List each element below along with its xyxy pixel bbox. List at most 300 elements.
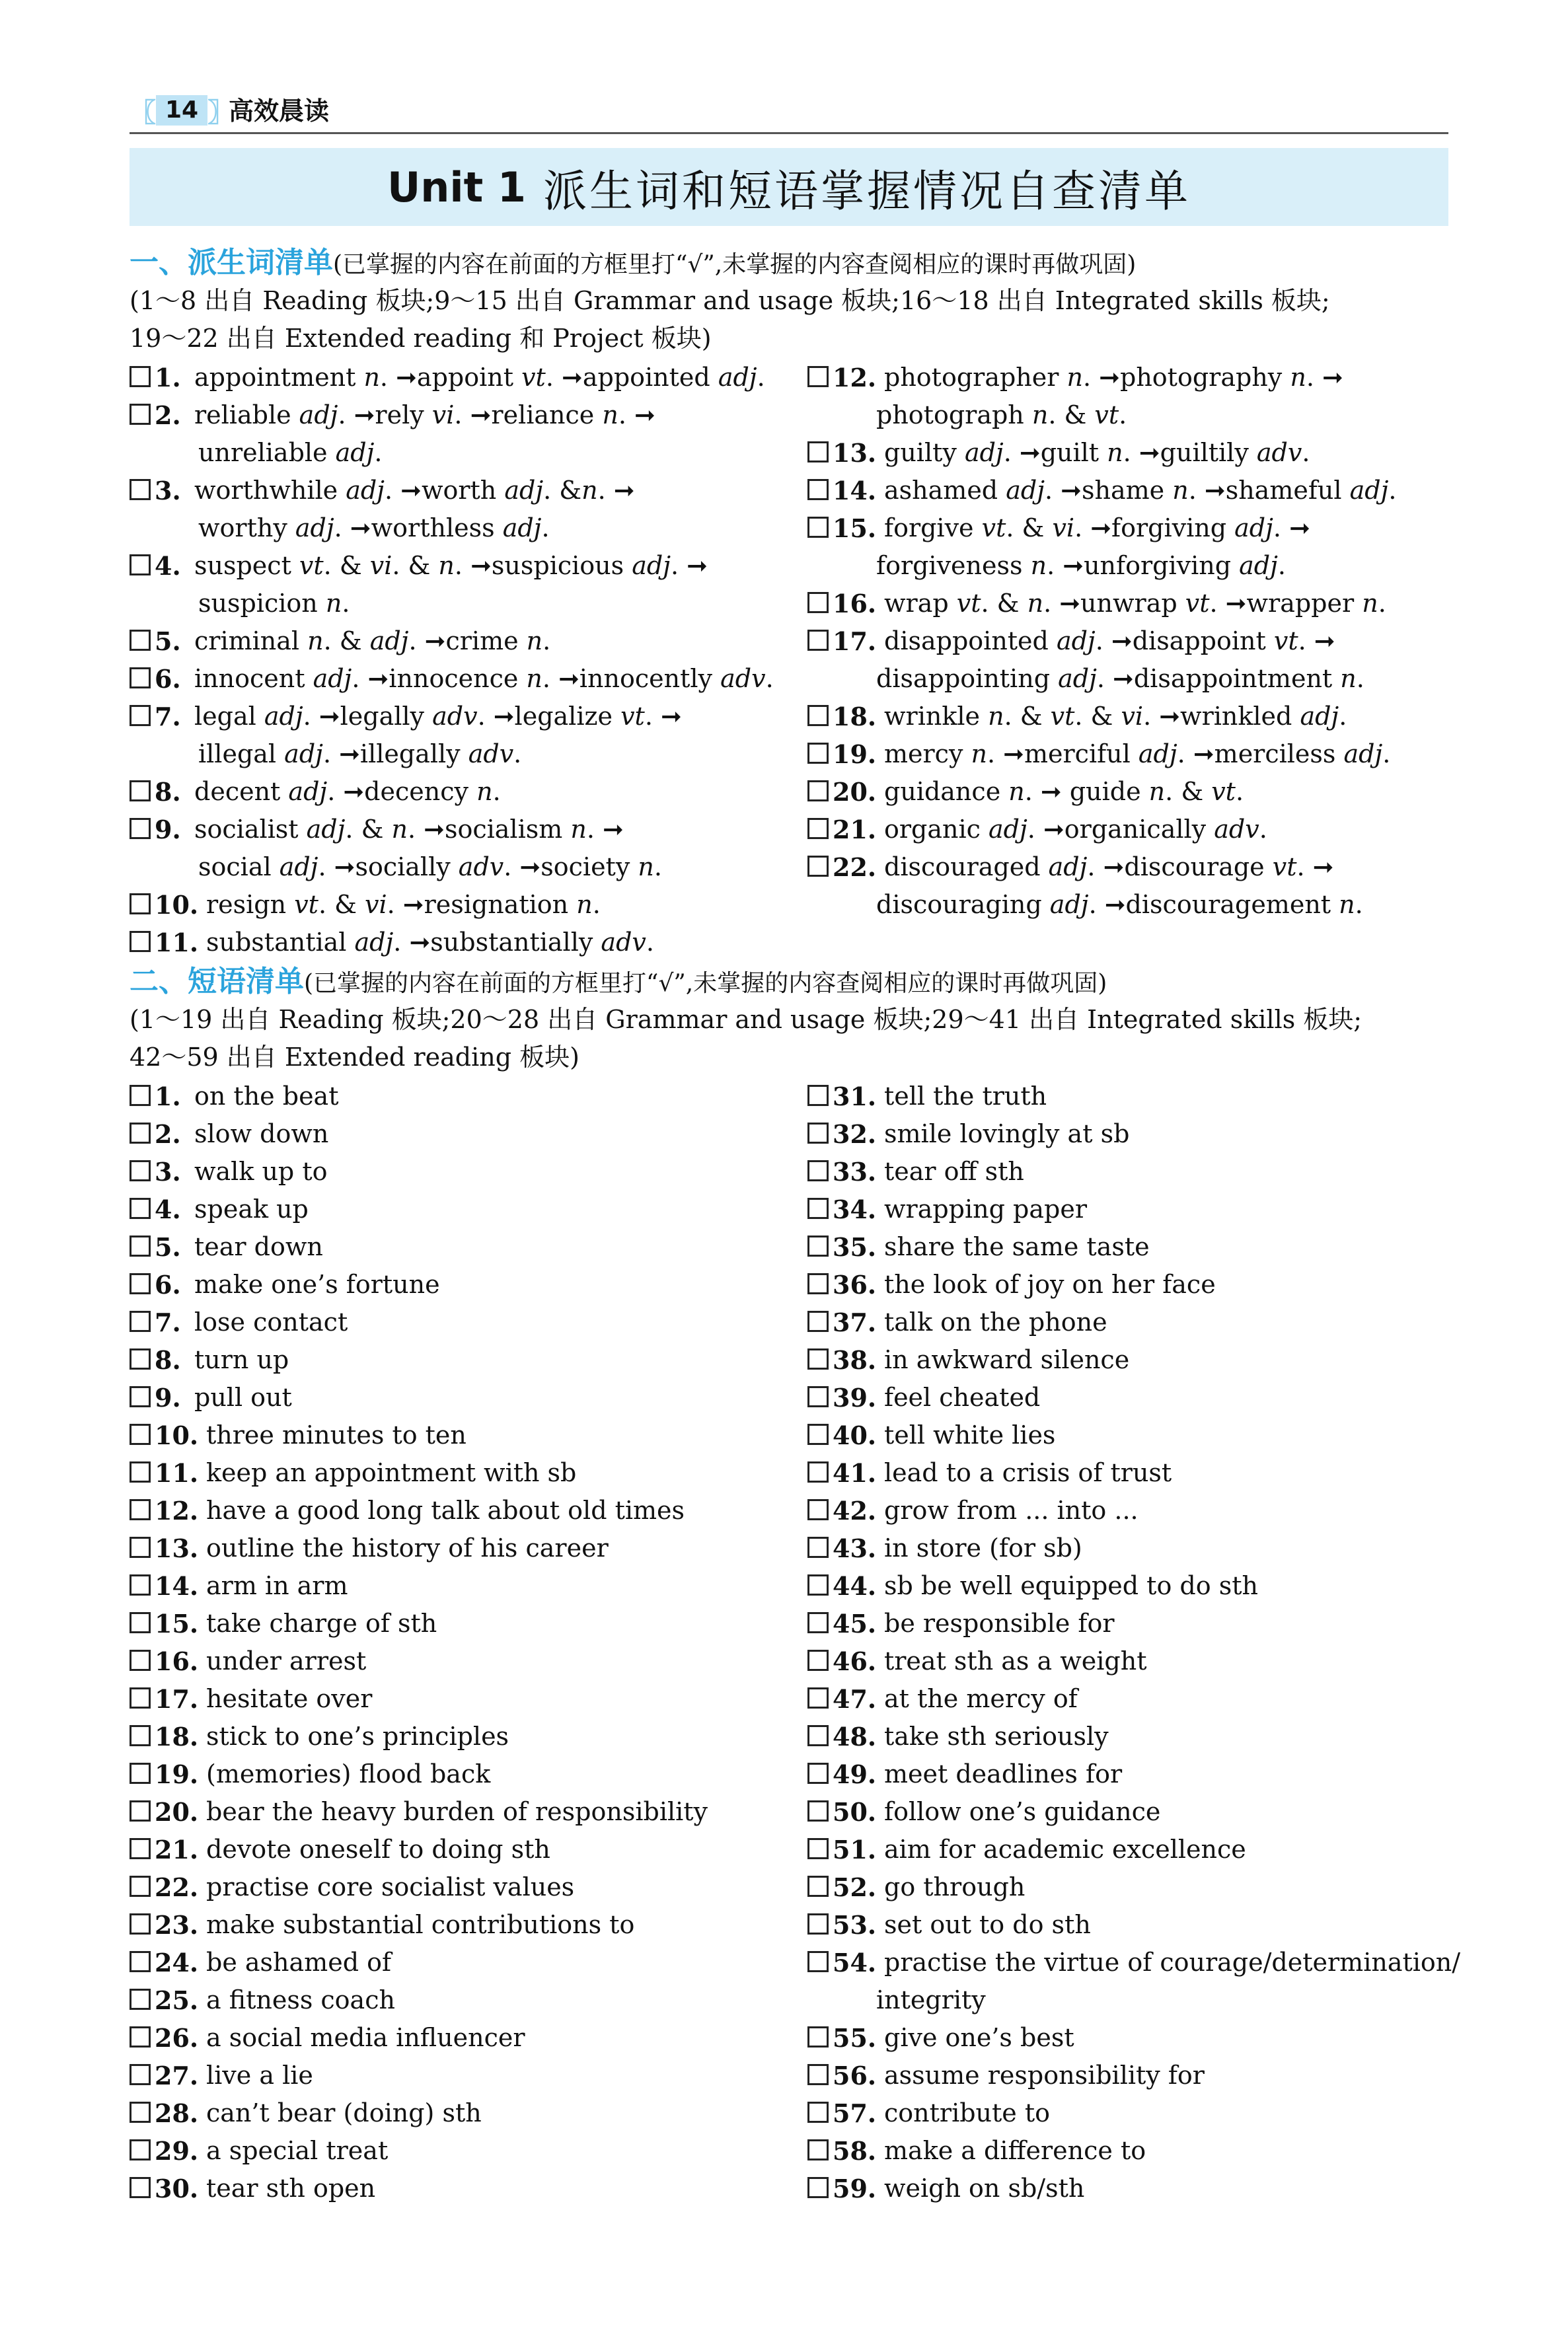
item-text: go through	[884, 1872, 1026, 1901]
checkbox-icon[interactable]	[130, 479, 151, 500]
item-text: (memories) flood back	[206, 1759, 491, 1789]
phrase-item	[130, 1944, 391, 1981]
item-number: 22.	[155, 1872, 199, 1902]
item-number: 9.	[155, 1383, 181, 1413]
checkbox-icon[interactable]	[130, 1537, 151, 1558]
item-number: 22.	[833, 852, 877, 882]
item-number: 20.	[833, 777, 877, 807]
item-text: wrapping paper	[884, 1195, 1087, 1224]
checkbox-icon[interactable]	[130, 554, 151, 575]
checkbox-icon[interactable]	[130, 2102, 151, 2123]
derivative-item	[807, 848, 1334, 886]
derivative-item	[807, 698, 1347, 735]
phrase-item	[807, 1868, 1025, 1906]
phrase-item	[130, 1379, 292, 1417]
item-number: 40.	[833, 1421, 877, 1450]
item-text: be ashamed of	[206, 1948, 392, 1977]
checkbox-icon[interactable]	[130, 2064, 151, 2085]
checkbox-icon[interactable]	[807, 2026, 829, 2048]
checkbox-icon[interactable]	[807, 1424, 829, 1445]
item-number: 52.	[833, 1872, 877, 1902]
derivative-item	[130, 773, 501, 811]
phrase-item	[807, 1530, 1082, 1567]
item-number: 55.	[833, 2023, 877, 2053]
item-text: assume responsibility for	[884, 2061, 1205, 2090]
checkbox-icon[interactable]	[130, 1876, 151, 1897]
checkbox-icon[interactable]	[807, 366, 829, 387]
checkbox-icon[interactable]	[130, 667, 151, 688]
item-number: 6.	[155, 664, 181, 694]
item-number: 45.	[833, 1609, 877, 1639]
checkbox-icon[interactable]	[130, 366, 151, 387]
phrase-item	[130, 1454, 576, 1492]
phrase-item	[130, 2057, 313, 2094]
phrase-item	[807, 1680, 1078, 1718]
item-number: 5.	[155, 626, 181, 656]
checkbox-icon[interactable]	[130, 1461, 151, 1483]
phrase-item	[807, 2094, 1050, 2132]
checkbox-icon[interactable]	[807, 1951, 829, 1972]
phrase-item	[807, 1228, 1150, 1266]
checkbox-icon[interactable]	[807, 2139, 829, 2160]
phrase-item	[130, 1266, 440, 1304]
phrase-item	[130, 1605, 437, 1642]
derivative-item	[807, 735, 1390, 773]
item-text: guilty adj. ➞guilt n. ➞guiltily adv.	[884, 438, 1310, 467]
checkbox-icon[interactable]	[130, 1989, 151, 2010]
item-text: legal adj. ➞legally adv. ➞legalize vt. ➞	[194, 702, 682, 731]
phrase-item	[807, 2057, 1205, 2094]
item-text: a special treat	[206, 2136, 389, 2165]
checkbox-icon[interactable]	[130, 1348, 151, 1370]
item-number: 4.	[155, 1195, 181, 1224]
item-text-continued: illegal adj. ➞illegally adv.	[198, 739, 522, 768]
checkbox-icon[interactable]	[130, 1612, 151, 1633]
phrase-item	[130, 1981, 395, 2019]
checkbox-icon[interactable]	[807, 630, 829, 651]
item-number: 37.	[833, 1308, 877, 1337]
checkbox-icon[interactable]	[130, 1273, 151, 1294]
item-number: 33.	[833, 1157, 877, 1187]
checkbox-icon[interactable]	[130, 1838, 151, 1859]
checkbox-icon[interactable]	[807, 780, 829, 801]
phrase-item	[807, 1755, 1122, 1793]
item-text: guidance n. ➞ guide n. & vt.	[884, 777, 1244, 806]
derivative-item	[807, 773, 1244, 811]
item-number: 38.	[833, 1345, 877, 1375]
checkbox-icon[interactable]	[130, 2139, 151, 2160]
item-text: at the mercy of	[884, 1684, 1078, 1713]
checkbox-icon[interactable]	[130, 1687, 151, 1709]
derivative-item	[807, 434, 1310, 472]
phrase-item	[130, 1718, 509, 1755]
item-text-continued: suspicion n.	[198, 589, 350, 618]
item-number: 10.	[155, 1421, 199, 1450]
item-number: 29.	[155, 2136, 199, 2166]
item-text: follow one’s guidance	[884, 1797, 1161, 1826]
checkbox-icon[interactable]	[807, 856, 829, 877]
checkbox-icon[interactable]	[807, 705, 829, 726]
item-text: aim for academic excellence	[884, 1835, 1246, 1864]
section2-heading: 二、短语清单	[130, 965, 304, 998]
derivative-item	[807, 359, 1343, 396]
item-text: organic adj. ➞organically adv.	[884, 815, 1267, 844]
phrase-item	[130, 2019, 525, 2057]
phrase-item	[130, 1304, 348, 1341]
page-number-box	[130, 95, 234, 126]
section1-heading: 一、派生词清单	[130, 246, 333, 279]
item-number: 8.	[155, 777, 181, 807]
item-text: outline the history of his career	[206, 1533, 609, 1563]
phrase-item	[130, 2094, 482, 2132]
phrase-item	[807, 1492, 1139, 1530]
item-number: 10.	[155, 890, 199, 920]
phrase-item	[130, 1191, 309, 1228]
item-text: forgive vt. & vi. ➞forgiving adj. ➞	[884, 513, 1310, 542]
checkbox-icon[interactable]	[130, 2177, 151, 2198]
item-text: make a difference to	[884, 2136, 1146, 2165]
item-number: 26.	[155, 2023, 199, 2053]
checkbox-icon[interactable]	[807, 1085, 829, 1106]
checkbox-icon[interactable]	[807, 1876, 829, 1897]
phrase-item	[130, 1417, 467, 1454]
item-number: 56.	[833, 2061, 877, 2090]
checkbox-icon[interactable]	[807, 517, 829, 538]
checkbox-icon[interactable]	[807, 1650, 829, 1671]
item-number: 35.	[833, 1232, 877, 1262]
derivative-item	[807, 622, 1335, 660]
item-text: substantial adj. ➞substantially adv.	[206, 928, 654, 957]
item-text-continued: unreliable adj.	[198, 438, 383, 467]
item-text: wrap vt. & n. ➞unwrap vt. ➞wrapper n.	[884, 589, 1386, 618]
running-header	[130, 91, 1448, 134]
checkbox-icon[interactable]	[807, 1499, 829, 1520]
item-text: sb be well equipped to do sth	[884, 1571, 1258, 1600]
bracket-right-icon: 〗	[207, 97, 235, 128]
item-number: 11.	[155, 1458, 199, 1488]
checkbox-icon[interactable]	[130, 1913, 151, 1935]
phrase-item	[130, 1567, 348, 1605]
item-text: under arrest	[206, 1646, 367, 1676]
checkbox-icon[interactable]	[130, 1800, 151, 1822]
item-text: three minutes to ten	[206, 1421, 467, 1450]
phrase-item	[130, 1793, 708, 1831]
item-text: be responsible for	[884, 1609, 1115, 1638]
phrase-item	[807, 1379, 1040, 1417]
checkbox-icon[interactable]	[130, 1725, 151, 1746]
checkbox-icon[interactable]	[130, 1951, 151, 1972]
item-number: 46.	[833, 1646, 877, 1676]
phrase-item	[807, 1304, 1107, 1341]
checkbox-icon[interactable]	[807, 1687, 829, 1709]
item-number: 53.	[833, 1910, 877, 1940]
section1-source-line1: (1～8 出自 Reading 板块;9～15 出自 Grammar and usage 板块;16～18 出自 Integrated skills 板块;	[130, 286, 1330, 315]
checkbox-icon[interactable]	[130, 705, 151, 726]
checkbox-icon[interactable]	[807, 592, 829, 613]
item-text: make substantial contributions to	[206, 1910, 635, 1939]
item-number: 14.	[833, 476, 877, 505]
item-text: lead to a crisis of trust	[884, 1458, 1172, 1487]
bracket-left-icon: 〖	[130, 97, 156, 128]
derivative-item	[130, 472, 635, 509]
checkbox-icon[interactable]	[130, 1160, 151, 1181]
item-text: discouraged adj. ➞discourage vt. ➞	[884, 852, 1334, 881]
item-number: 16.	[833, 589, 877, 618]
item-number: 48.	[833, 1722, 877, 1752]
checkbox-icon[interactable]	[807, 1574, 829, 1596]
item-text-continued: integrity	[876, 1985, 986, 2014]
checkbox-icon[interactable]	[130, 404, 151, 425]
item-text: in store (for sb)	[884, 1533, 1082, 1563]
item-number: 2.	[155, 400, 181, 430]
checkbox-icon[interactable]	[130, 780, 151, 801]
item-number: 15.	[155, 1609, 199, 1639]
checkbox-icon[interactable]	[807, 1198, 829, 1219]
checkbox-icon[interactable]	[807, 1838, 829, 1859]
item-text: suspect vt. & vi. & n. ➞suspicious adj. ➞	[194, 551, 708, 580]
item-text-continued: worthy adj. ➞worthless adj.	[198, 513, 550, 542]
phrase-item	[130, 2132, 388, 2170]
item-number: 21.	[155, 1835, 199, 1864]
item-text-continued: discouraging adj. ➞discouragement n.	[876, 890, 1363, 919]
checkbox-icon[interactable]	[130, 630, 151, 651]
derivative-item	[130, 924, 654, 961]
checkbox-icon[interactable]	[130, 1085, 151, 1106]
item-number: 25.	[155, 1985, 199, 2015]
derivative-item	[130, 811, 624, 848]
phrase-item	[807, 1944, 1460, 1981]
checkbox-icon[interactable]	[130, 1763, 151, 1784]
item-text: ashamed adj. ➞shame n. ➞shameful adj.	[884, 476, 1397, 505]
item-text: share the same taste	[884, 1232, 1150, 1261]
item-text: a social media influencer	[206, 2023, 525, 2052]
item-text: in awkward silence	[884, 1345, 1130, 1374]
phrase-item	[807, 1906, 1091, 1944]
checkbox-icon[interactable]	[130, 931, 151, 952]
item-number: 47.	[833, 1684, 877, 1714]
item-number: 11.	[155, 928, 199, 957]
item-text: photographer n. ➞photography n. ➞	[884, 363, 1343, 392]
unit-label: Unit 1	[387, 163, 527, 211]
checkbox-icon[interactable]	[807, 743, 829, 764]
item-text-continued: disappointing adj. ➞disappointment n.	[876, 664, 1364, 693]
item-text: on the beat	[194, 1082, 339, 1111]
item-number: 16.	[155, 1646, 199, 1676]
section1-heading-line	[130, 244, 1136, 283]
item-number: 57.	[833, 2098, 877, 2128]
item-number: 21.	[833, 815, 877, 844]
item-text: decent adj. ➞decency n.	[194, 777, 501, 806]
page-title: 派生词和短语掌握情况自查清单	[543, 165, 1191, 217]
item-number: 39.	[833, 1383, 877, 1413]
item-text: bear the heavy burden of responsibility	[206, 1797, 708, 1826]
checkbox-icon[interactable]	[807, 2177, 829, 2198]
phrase-item	[130, 1530, 609, 1567]
checkbox-icon[interactable]	[807, 1311, 829, 1332]
item-number: 13.	[155, 1533, 199, 1563]
item-text: hesitate over	[206, 1684, 373, 1713]
section2-source-line1: (1～19 出自 Reading 板块;20～28 出自 Grammar and usage 板块;29～41 出自 Integrated skills 板块;	[130, 1005, 1363, 1034]
phrase-item	[130, 1906, 634, 1944]
item-number: 7.	[155, 1308, 181, 1337]
phrase-item	[807, 1454, 1172, 1492]
checkbox-icon[interactable]	[807, 1160, 829, 1181]
checkbox-icon[interactable]	[807, 1348, 829, 1370]
item-number: 7.	[155, 702, 181, 731]
item-number: 31.	[833, 1082, 877, 1111]
item-number: 2.	[155, 1119, 181, 1149]
title-banner	[130, 148, 1448, 226]
item-text: disappointed adj. ➞disappoint vt. ➞	[884, 626, 1335, 655]
phrase-item	[807, 1078, 1047, 1115]
section2-heading-line	[130, 963, 1107, 1002]
brand-name: 高效晨读	[229, 96, 330, 126]
checkbox-icon[interactable]	[807, 2064, 829, 2085]
derivative-item	[807, 509, 1310, 547]
item-number: 17.	[155, 1684, 199, 1714]
phrase-item	[130, 1642, 366, 1680]
phrase-item	[807, 1718, 1109, 1755]
checkbox-icon[interactable]	[807, 1763, 829, 1784]
phrase-item	[130, 1868, 574, 1906]
checkbox-icon[interactable]	[807, 479, 829, 500]
checkbox-icon[interactable]	[130, 1123, 151, 1144]
item-text: resign vt. & vi. ➞resignation n.	[206, 890, 601, 919]
item-text: treat sth as a weight	[884, 1646, 1147, 1676]
checkbox-icon[interactable]	[130, 1574, 151, 1596]
item-number: 50.	[833, 1797, 877, 1827]
item-text: tear off sth	[884, 1157, 1024, 1186]
checkbox-icon[interactable]	[130, 1311, 151, 1332]
item-text: mercy n. ➞merciful adj. ➞merciless adj.	[884, 739, 1391, 768]
item-text: a fitness coach	[206, 1985, 395, 2014]
item-text: tear down	[194, 1232, 323, 1261]
checkbox-icon[interactable]	[130, 1499, 151, 1520]
checkbox-icon[interactable]	[130, 1386, 151, 1407]
section2-source-line2: 42～59 出自 Extended reading 板块)	[130, 1043, 579, 1072]
checkbox-icon[interactable]	[130, 893, 151, 914]
checkbox-icon[interactable]	[807, 1273, 829, 1294]
item-text-continued: social adj. ➞socially adv. ➞society n.	[198, 852, 662, 881]
checkbox-icon[interactable]	[807, 1612, 829, 1633]
checkbox-icon[interactable]	[807, 1800, 829, 1822]
checkbox-icon[interactable]	[130, 818, 151, 839]
item-text: reliable adj. ➞rely vi. ➞reliance n. ➞	[194, 400, 655, 429]
item-number: 44.	[833, 1571, 877, 1601]
checkbox-icon[interactable]	[807, 818, 829, 839]
item-number: 49.	[833, 1759, 877, 1789]
checkbox-icon[interactable]	[807, 1461, 829, 1483]
phrase-item	[807, 1793, 1160, 1831]
item-number: 5.	[155, 1232, 181, 1262]
phrase-item	[807, 1642, 1146, 1680]
checkbox-icon[interactable]	[807, 1725, 829, 1746]
checkbox-icon[interactable]	[807, 1386, 829, 1407]
derivative-item	[130, 660, 774, 698]
item-text: weigh on sb/sth	[884, 2174, 1085, 2203]
phrase-item	[130, 1492, 685, 1530]
item-text: take charge of sth	[206, 1609, 437, 1638]
item-number: 18.	[833, 702, 877, 731]
checkbox-icon[interactable]	[130, 1424, 151, 1445]
derivative-item	[130, 359, 765, 396]
item-number: 58.	[833, 2136, 877, 2166]
item-number: 30.	[155, 2174, 199, 2203]
item-number: 54.	[833, 1948, 877, 1977]
item-text: stick to one’s principles	[206, 1722, 509, 1751]
item-text: lose contact	[194, 1308, 348, 1337]
item-text: meet deadlines for	[884, 1759, 1123, 1789]
phrase-item	[130, 1078, 338, 1115]
checkbox-icon[interactable]	[130, 1650, 151, 1671]
phrase-item	[130, 1341, 289, 1379]
phrase-item	[807, 1115, 1129, 1153]
checkbox-icon[interactable]	[807, 1913, 829, 1935]
checkbox-icon[interactable]	[130, 1198, 151, 1219]
phrase-item	[130, 1228, 323, 1266]
item-text: appointment n. ➞appoint vt. ➞appointed adj.	[194, 363, 765, 392]
derivative-item	[807, 811, 1267, 848]
item-text: give one’s best	[884, 2023, 1074, 2052]
item-number: 43.	[833, 1533, 877, 1563]
item-number: 28.	[155, 2098, 199, 2128]
phrase-item	[807, 1191, 1087, 1228]
section1-note: (已掌握的内容在前面的方框里打“√”,未掌握的内容查阅相应的课时再做巩固)	[333, 251, 1137, 278]
item-number: 24.	[155, 1948, 199, 1977]
item-text: smile lovingly at sb	[884, 1119, 1130, 1148]
item-text: take sth seriously	[884, 1722, 1109, 1751]
checkbox-icon[interactable]	[130, 2026, 151, 2048]
checkbox-icon[interactable]	[807, 1123, 829, 1144]
item-number: 19.	[155, 1759, 199, 1789]
item-text: innocent adj. ➞innocence n. ➞innocently adv.	[194, 664, 774, 693]
phrase-item	[807, 1567, 1258, 1605]
item-number: 17.	[833, 626, 877, 656]
item-text: keep an appointment with sb	[206, 1458, 577, 1487]
item-text: devote oneself to doing sth	[206, 1835, 550, 1864]
phrase-item	[807, 1831, 1246, 1868]
item-text-continued: forgiveness n. ➞unforgiving adj.	[876, 551, 1286, 580]
checkbox-icon[interactable]	[807, 1236, 829, 1257]
item-text: practise core socialist values	[206, 1872, 575, 1901]
item-text: tell white lies	[884, 1421, 1056, 1450]
derivative-item	[807, 585, 1386, 622]
item-number: 18.	[155, 1722, 199, 1752]
item-text: contribute to	[884, 2098, 1051, 2127]
checkbox-icon[interactable]	[807, 441, 829, 462]
checkbox-icon[interactable]	[807, 2102, 829, 2123]
item-text: can’t bear (doing) sth	[206, 2098, 482, 2127]
item-text: have a good long talk about old times	[206, 1496, 685, 1525]
item-number: 1.	[155, 1082, 181, 1111]
derivative-item	[130, 396, 655, 434]
item-text: worthwhile adj. ➞worth adj. &n. ➞	[194, 476, 635, 505]
derivative-item	[130, 698, 682, 735]
phrase-item	[807, 1417, 1055, 1454]
item-text: arm in arm	[206, 1571, 348, 1600]
phrase-item	[130, 1153, 327, 1191]
checkbox-icon[interactable]	[807, 1537, 829, 1558]
item-text: walk up to	[194, 1157, 328, 1186]
item-text: socialist adj. & n. ➞socialism n. ➞	[194, 815, 624, 844]
item-number: 59.	[833, 2174, 877, 2203]
checkbox-icon[interactable]	[130, 1236, 151, 1257]
item-number: 15.	[833, 513, 877, 543]
item-text: make one’s fortune	[194, 1270, 440, 1299]
phrase-item	[130, 1755, 490, 1793]
item-number: 19.	[833, 739, 877, 769]
item-text: tear sth open	[206, 2174, 376, 2203]
